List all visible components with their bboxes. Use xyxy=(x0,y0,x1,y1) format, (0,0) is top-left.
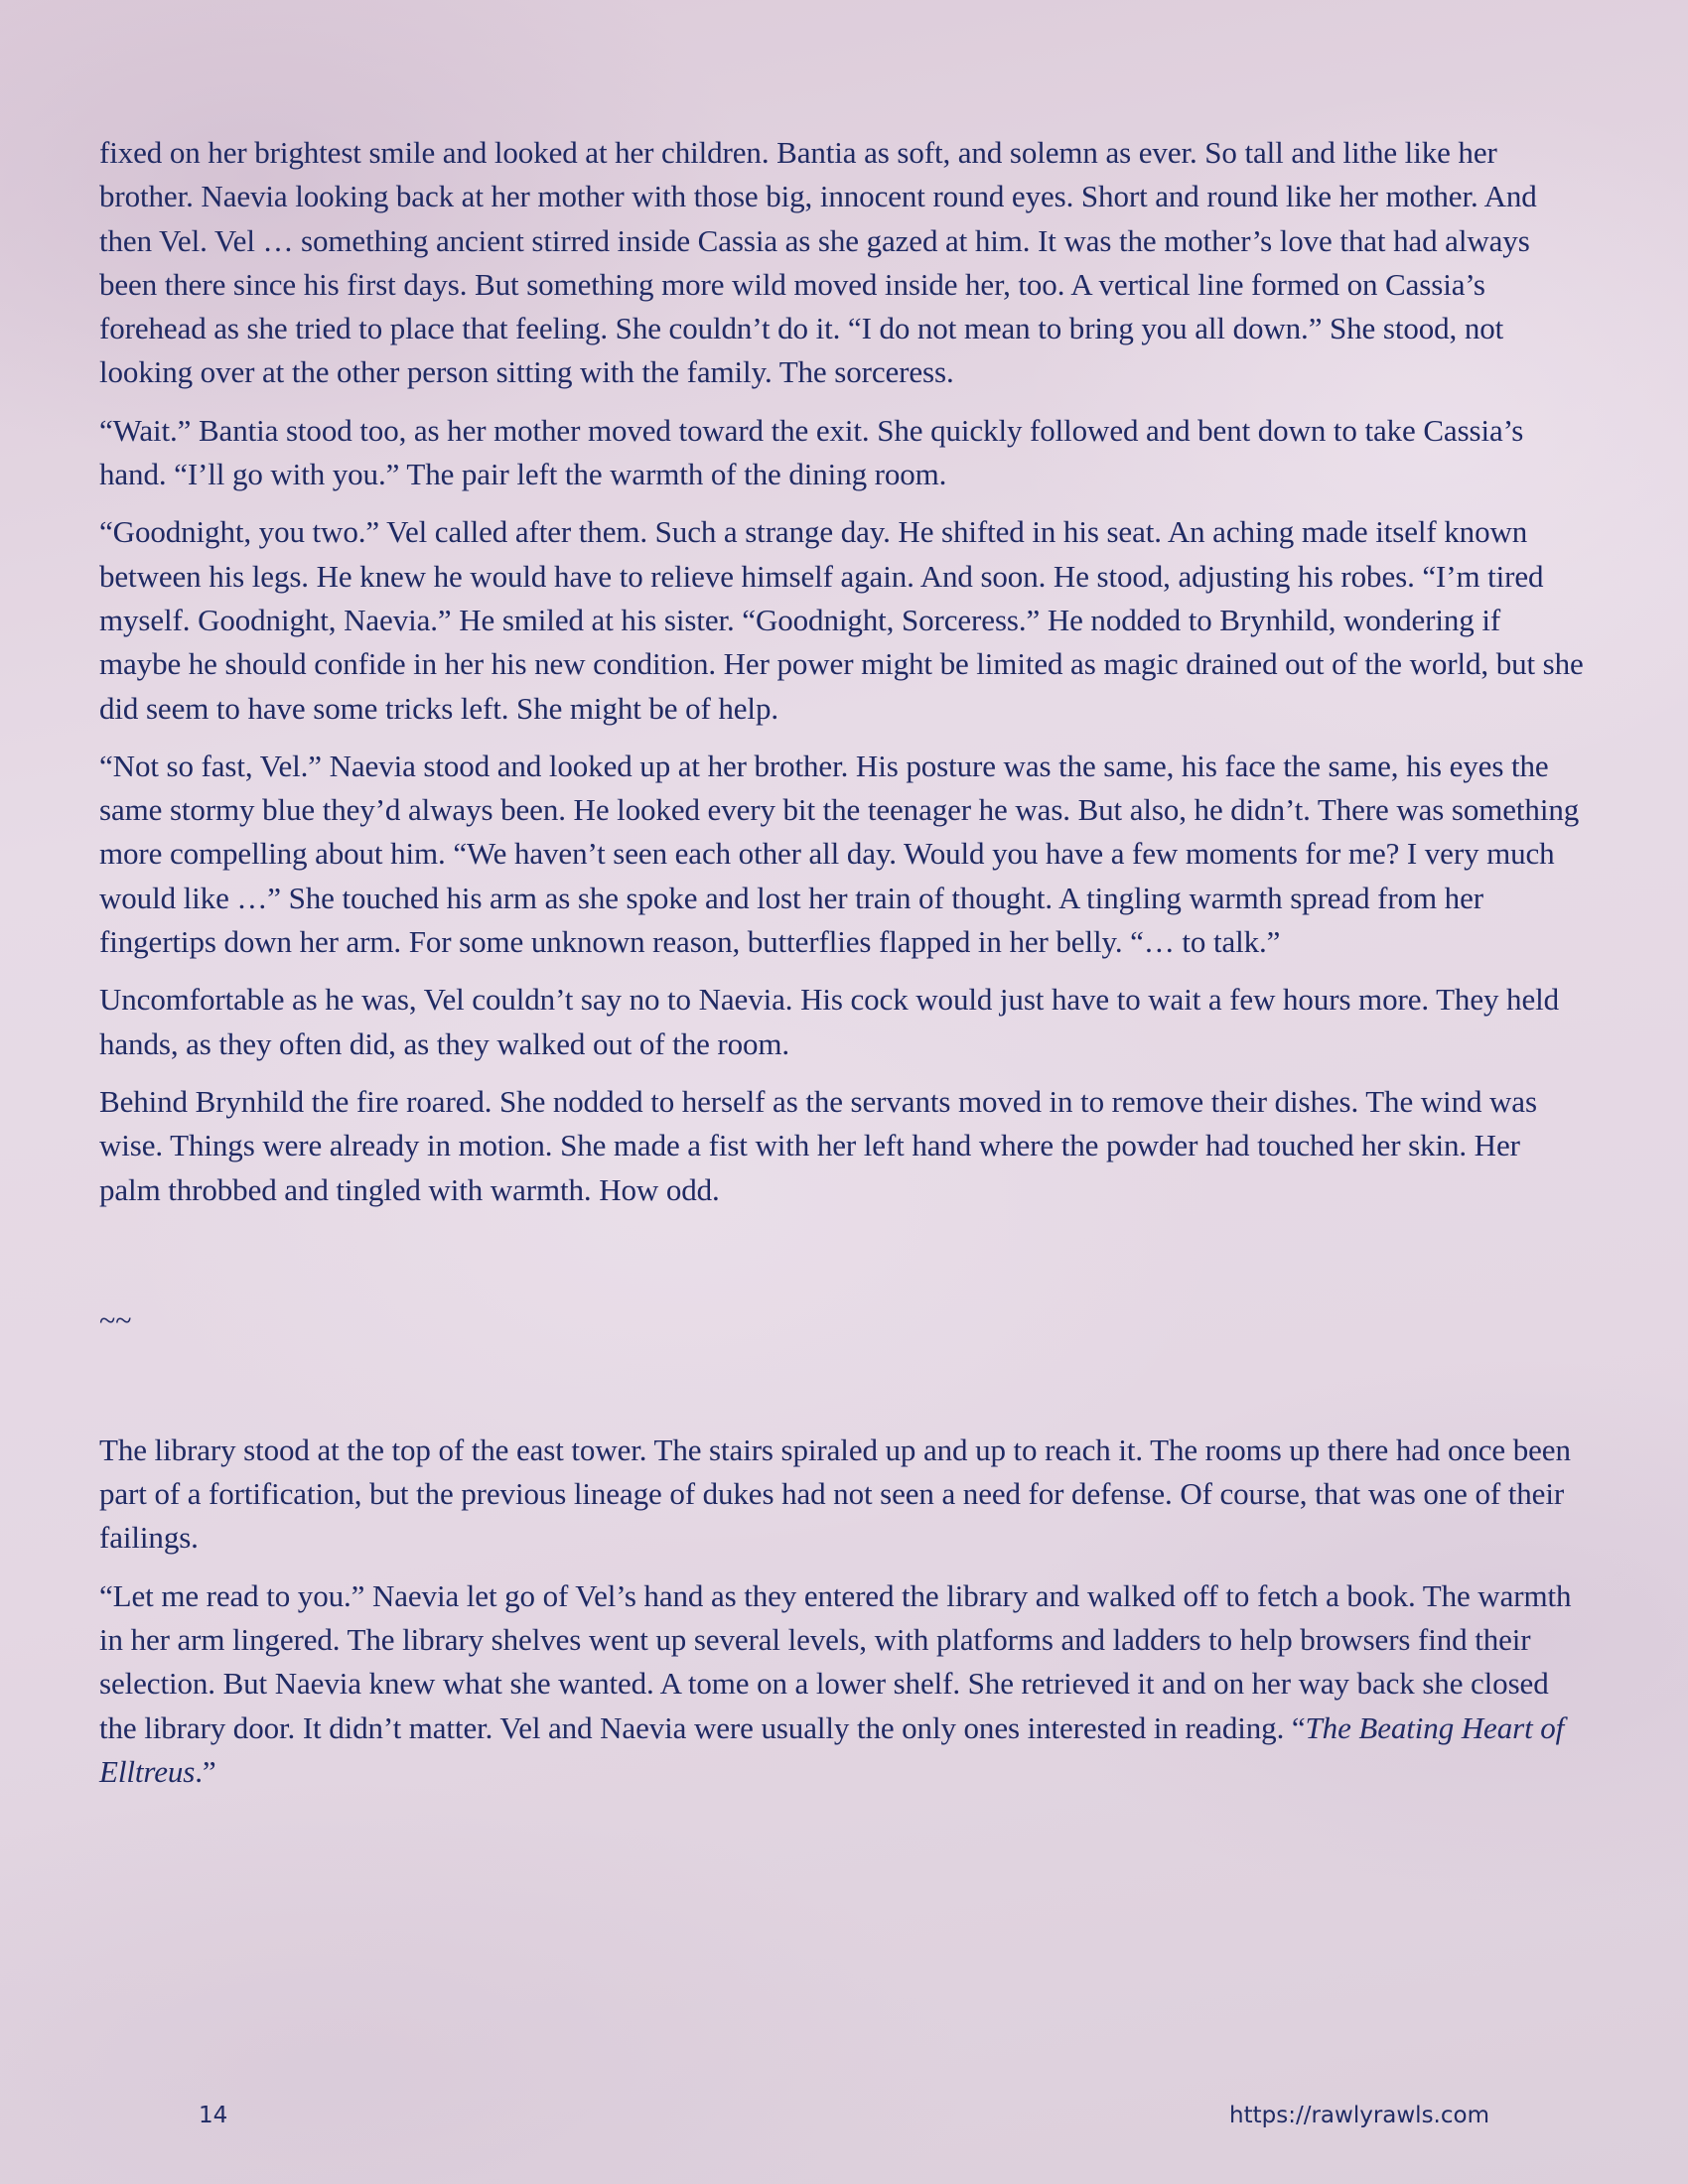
paragraph-library-tower: The library stood at the top of the east tower. The stairs spiraled up and up to reach it. The rooms up there had once been part of a fortification, but the previous lineage of dukes had not seen a need for defense. Of course, that was one of their failings. xyxy=(99,1432,1571,1556)
paragraph-vel-agrees: Uncomfortable as he was, Vel couldn’t say no to Naevia. His cock would just have to wait a few hours more. They held hands, as they often did, as they walked out of the room. xyxy=(99,982,1560,1061)
closing-quote: .” xyxy=(195,1753,216,1789)
paragraph-cassia-leaves: fixed on her brightest smile and looked at her children. Bantia as soft, and solemn as ever. So tall and lithe like her brother. Naevia looking back at her mother with those big, innocent round eyes. Short and round like her mother. And then Vel. Vel … something ancient stirred inside Cassia as she gazed at him. It was the mother’s love that had always been there since his first days. But something more wild moved inside her, too. A vertical line formed on Cassia’s forehead as she tried to place that feeling. She couldn’t do it. “I do not mean to bring you all down.” She stood, not looking over at the other person sitting with the family. The sorceress. xyxy=(99,135,1537,390)
page-body xyxy=(99,131,1589,1808)
site-url-link[interactable]: https://rawlyrawls.com xyxy=(1229,2103,1489,2128)
paragraph-naevia-stops-vel: “Not so fast, Vel.” Naevia stood and looked up at her brother. His posture was the same, his face the same, his eyes the same stormy blue they’d always been. He looked every bit the teenager he was. But also, he didn’t. There was something more compelling about him. “We haven’t seen each other all day. Would you have a few moments for me? I very much would like …” She touched his arm as she spoke and lost her train of thought. A tingling warmth spread from her fingertips down her arm. For some unknown reason, butterflies flapped in her belly. “… to talk.” xyxy=(99,748,1580,960)
paragraph-bantia-follows: “Wait.” Bantia stood too, as her mother moved toward the exit. She quickly followed and bent down to take Cassia’s hand. “I’ll go with you.” The pair left the warmth of the dining room. xyxy=(99,412,1524,492)
paragraph-vel-goodnight: “Goodnight, you two.” Vel called after them. Such a strange day. He shifted in his seat. An aching made itself known between his legs. He knew he would have to relieve himself again. And soon. He stood, adjusting his robes. “I’m tired myself. Goodnight, Naevia.” He smiled at his sister. “Goodnight, Sorceress.” He nodded to Brynhild, wondering if maybe he should confide in her his new condition. Her power might be limited as magic drained out of the world, but she did seem to have some tricks left. She might be of help. xyxy=(99,514,1584,726)
paragraph-text: “Let me read to you.” Naevia let go of Vel’s hand as they entered the library and walked off to fetch a book. The warmth in her arm lingered. The library shelves went up several levels, with platforms and ladders to help browsers find their selection. But Naevia knew what she wanted. A tome on a lower shelf. She retrieved it and on her way back she closed the library door. It didn’t matter. Vel and Naevia were usually the only ones interested in reading. “ xyxy=(99,1577,1572,1745)
page-footer xyxy=(0,2103,1688,2142)
book-title: The Beating Heart of Elltreus xyxy=(99,1709,1565,1789)
scene-break: ~~ xyxy=(99,1303,132,1337)
page-number: 14 xyxy=(199,2103,228,2128)
paragraph-naevia-reads xyxy=(99,1574,1589,1794)
paragraph-brynhild-fire: Behind Brynhild the fire roared. She nodded to herself as the servants moved in to remove their dishes. The wind was wise. Things were already in motion. She made a fist with her left hand where the powder had touched her skin. Her palm throbbed and tingled with warmth. How odd. xyxy=(99,1083,1537,1207)
